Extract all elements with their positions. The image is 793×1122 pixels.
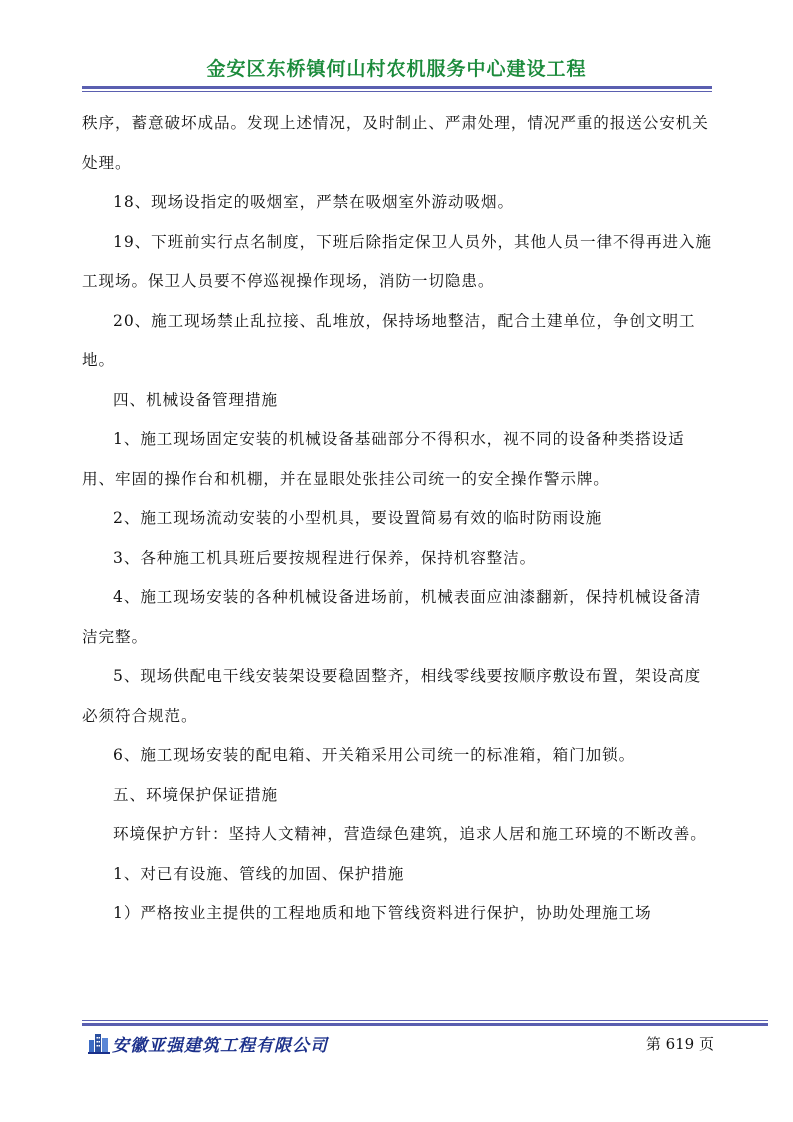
footer-rule-thin <box>82 1020 768 1021</box>
page-number: 第 619 页 <box>645 1035 714 1053</box>
document-body <box>82 104 714 934</box>
header-rule-thin <box>82 91 712 92</box>
paragraph: 环境保护方针：坚持人文精神，营造绿色建筑，追求人居和施工环境的不断改善。 <box>113 825 707 843</box>
paragraph: 19、下班前实行点名制度，下班后除指定保卫人员外，其他人员一律不得再进入施工现场。保卫人员要不停巡视操作现场，消防一切隐患。 <box>82 232 712 290</box>
section-heading: 四、机械设备管理措施 <box>113 390 278 409</box>
paragraph: 2、施工现场流动安装的小型机具，要设置简易有效的临时防雨设施 <box>113 509 603 527</box>
paragraph: 6、施工现场安装的配电箱、开关箱采用公司统一的标准箱，箱门加锁。 <box>113 746 636 764</box>
section-heading: 五、环境保护保证措施 <box>113 785 278 804</box>
paragraph: 1）严格按业主提供的工程地质和地下管线资料进行保护，协助处理施工场 <box>113 904 652 922</box>
paragraph: 秩序，蓄意破坏成品。发现上述情况，及时制止、严肃处理，情况严重的报送公安机关处理。 <box>82 114 709 172</box>
footer-company-name: 安徽亚强建筑工程有限公司 <box>112 1036 328 1056</box>
paragraph: 3、各种施工机具班后要按规程进行保养，保持机容整洁。 <box>113 548 537 567</box>
header-rule-thick <box>82 86 712 89</box>
paragraph: 18、现场设指定的吸烟室，严禁在吸烟室外游动吸烟。 <box>113 193 514 211</box>
footer-rule-thick <box>82 1023 768 1026</box>
paragraph: 1、对已有设施、管线的加固、保护措施 <box>113 864 405 883</box>
building-logo-icon <box>88 1030 110 1054</box>
paragraph: 1、施工现场固定安装的机械设备基础部分不得积水，视不同的设备种类搭设适用、牢固的操作台和机棚，并在显眼处张挂公司统一的安全操作警示牌。 <box>82 430 685 488</box>
paragraph: 4、施工现场安装的各种机械设备进场前，机械表面应油漆翻新，保持机械设备清洁完整。 <box>82 588 702 646</box>
page-header-title: 金安区东桥镇何山村农机服务中心建设工程 <box>206 58 587 80</box>
paragraph: 5、现场供配电干线安装架设要稳固整齐，相线零线要按顺序敷设布置，架设高度必须符合规范。 <box>82 667 702 725</box>
paragraph: 20、施工现场禁止乱拉接、乱堆放，保持场地整洁，配合土建单位，争创文明工地。 <box>82 311 696 369</box>
